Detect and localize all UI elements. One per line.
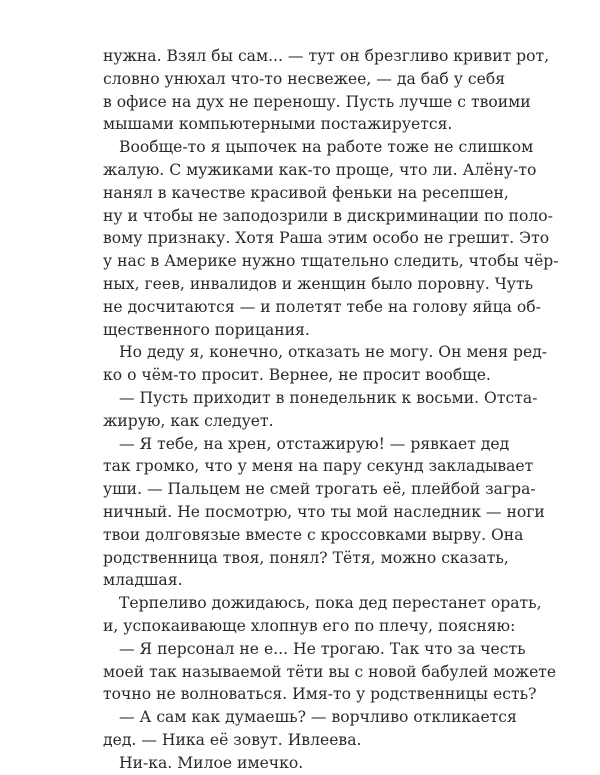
text-line: не досчитаются — и полетят тебе на голову яйца об- xyxy=(103,297,541,316)
text-line: вому признаку. Хотя Раша этим особо не грешит. Это xyxy=(103,229,550,248)
text-line: уши. — Пальцем не смей трогать её, плейбой загра- xyxy=(103,480,536,499)
text-line: ных, геев, инвалидов и женщин было поровну. Чуть xyxy=(103,274,534,293)
text-line: жалую. С мужиками как-то проще, что ли. Алёну-то xyxy=(103,160,537,179)
text-line: — Пусть приходит в понедельник к восьми. Отста- xyxy=(119,388,538,407)
text-line: мышами компьютерными постажируется. xyxy=(103,115,453,134)
text-line: щественного порицания. xyxy=(103,320,310,339)
text-line: Терпеливо дожидаюсь, пока дед перестанет орать, xyxy=(119,594,542,613)
text-line: ко о чём-то просит. Вернее, не просит вообще. xyxy=(103,366,491,385)
text-line: Но деду я, конечно, отказать не могу. Он меня ред- xyxy=(119,343,548,362)
text-line: нужна. Взял бы сам... — тут он брезгливо кривит рот, xyxy=(103,47,550,65)
text-line: Вообще-то я цыпочек на работе тоже не слишком xyxy=(119,138,534,157)
text-line: моей так называемой тёти вы с новой бабулей можете xyxy=(103,662,557,681)
text-line: и, успокаивающе хлопнув его по плечу, поясняю: xyxy=(103,616,516,635)
text-line: твои долговязые вместе с кроссовками вырву. Она xyxy=(103,525,524,544)
text-line: словно унюхал что-то несвежее, — да баб у себя xyxy=(103,69,506,88)
page-text xyxy=(103,45,559,775)
text-line: жирую, как следует. xyxy=(103,411,274,430)
text-line: Ни-ка. Милое имечко. xyxy=(119,753,304,772)
text-line: дед. — Ника её зовут. Ивлеева. xyxy=(103,730,362,749)
text-line: нанял в качестве красивой феньки на ресепшен, xyxy=(103,183,509,202)
text-line: — Я тебе, на хрен, отстажирую! — рявкает дед xyxy=(119,434,510,453)
text-line: ничный. Не посмотрю, что ты мой наследник — ноги xyxy=(103,502,545,521)
text-line: у нас в Америке нужно тщательно следить, чтобы чёр- xyxy=(103,252,559,271)
text-line: в офисе на дух не переношу. Пусть лучше с твоими xyxy=(103,92,531,111)
text-line: родственница твоя, понял? Тётя, можно сказать, xyxy=(103,548,509,567)
text-line: ну и чтобы не заподозрили в дискриминации по поло- xyxy=(103,206,553,225)
text-line: — Я персонал не е... Не трогаю. Так что за честь xyxy=(119,639,526,658)
text-line: — А сам как думаешь? — ворчливо откликается xyxy=(119,708,517,727)
text-line: так громко, что у меня на пару секунд закладывает xyxy=(103,457,534,476)
text-line: младшая. xyxy=(103,571,183,590)
text-line: точно не волноваться. Имя-то у родственницы есть? xyxy=(103,685,537,704)
